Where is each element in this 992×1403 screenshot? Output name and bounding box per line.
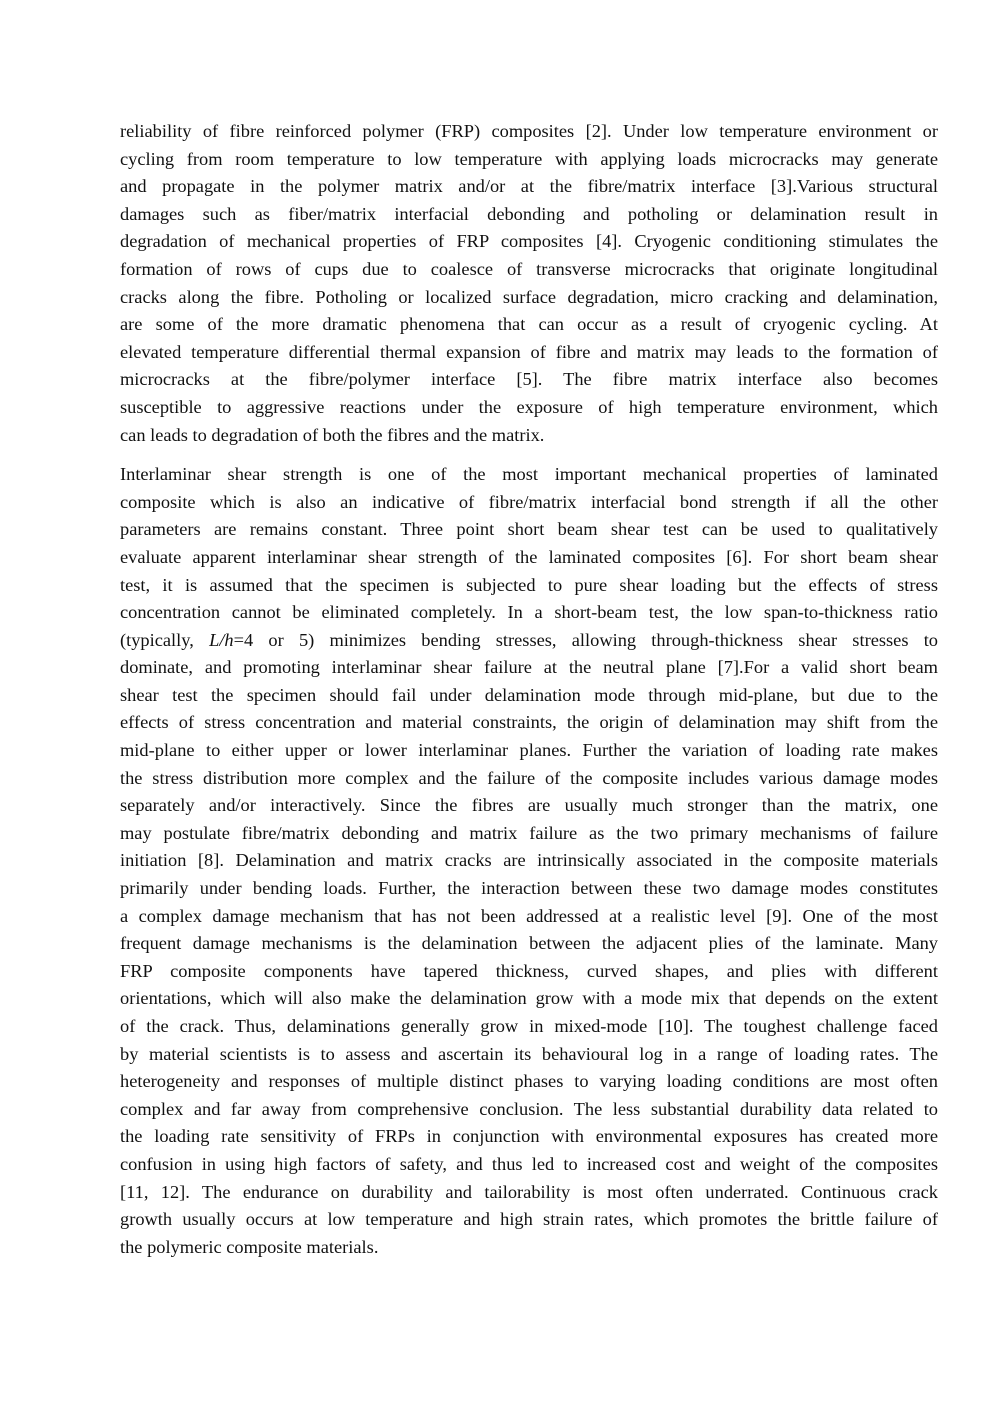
- text-line: orientations, which will also make the delamination grow with a mode mix that depends on the extent: [120, 988, 938, 1009]
- text-line: heterogeneity and responses of multiple distinct phases to varying loading conditions are most often: [120, 1071, 938, 1092]
- text-line: Interlaminar shear strength is one of the most important mechanical properties of laminated: [120, 464, 938, 485]
- variable-l-over-h: L/h: [209, 629, 234, 650]
- text-line: mid-plane to either upper or lower interlaminar planes. Further the variation of loading rate makes: [120, 740, 938, 761]
- document-page: [120, 118, 938, 1261]
- text-line: parameters are remains constant. Three point short beam shear test can be used to qualitatively: [120, 519, 938, 540]
- text-line: FRP composite components have tapered thickness, curved shapes, and plies with different: [120, 960, 938, 981]
- text-line: effects of stress concentration and material constraints, the origin of delamination may shift from the: [120, 712, 938, 733]
- text-line: of the crack. Thus, delaminations generally grow in mixed-mode [10]. The toughest challenge faced: [120, 1016, 938, 1036]
- text-line: a complex damage mechanism that has not been addressed at a realistic level [9]. One of the most: [120, 905, 938, 926]
- text-line: degradation of mechanical properties of FRP composites [4]. Cryogenic conditioning stimulates the: [120, 231, 938, 252]
- text-line: formation of rows of cups due to coalesce of transverse microcracks that originate longitudinal: [120, 258, 938, 279]
- text-line: composite which is also an indicative of fibre/matrix interfacial bond strength if all the other: [120, 491, 938, 512]
- text-line: (typically, L/h=4 or 5) minimizes bending stresses, allowing through-thickness shear stresses to: [120, 629, 938, 650]
- text-line: dominate, and promoting interlaminar shear failure at the neutral plane [7].For a valid short beam: [120, 657, 938, 678]
- text-line: separately and/or interactively. Since the fibres are usually much stronger than the matrix, one: [120, 795, 938, 816]
- text-line: the loading rate sensitivity of FRPs in conjunction with environmental exposures has created more: [120, 1126, 938, 1147]
- text-line: reliability of fibre reinforced polymer (FRP) composites [2]. Under low temperature environment or: [120, 121, 938, 141]
- text-line: the stress distribution more complex and the failure of the composite includes various damage modes: [120, 767, 938, 788]
- text-line: cycling from room temperature to low temperature with applying loads microcracks may generate: [120, 148, 938, 169]
- text-line: by material scientists is to assess and ascertain its behavioural log in a range of loading rates. The: [120, 1043, 938, 1064]
- text-line: susceptible to aggressive reactions under the exposure of high temperature environment, which: [120, 396, 938, 417]
- text-line: [11, 12]. The endurance on durability and tailorability is most often underrated. Continuous crack: [120, 1181, 938, 1202]
- text-line: evaluate apparent interlaminar shear strength of the laminated composites [6]. For short beam shear: [120, 546, 938, 567]
- text-line: test, it is assumed that the specimen is subjected to pure shear loading but the effects of stress: [120, 574, 938, 595]
- text-line: initiation [8]. Delamination and matrix cracks are intrinsically associated in the composite materials: [120, 850, 938, 871]
- text-line: primarily under bending loads. Further, the interaction between these two damage modes constitutes: [120, 878, 938, 899]
- text-line: can leads to degradation of both the fibres and the matrix.: [120, 424, 545, 445]
- text-line: and propagate in the polymer matrix and/or at the fibre/matrix interface [3].Various structural: [120, 176, 938, 197]
- text-line: complex and far away from comprehensive conclusion. The less substantial durability data related to: [120, 1098, 938, 1119]
- text-line: cracks along the fibre. Potholing or localized surface degradation, micro cracking and delamination,: [120, 286, 938, 307]
- text-line: elevated temperature differential thermal expansion of fibre and matrix may leads to the formation of: [120, 341, 938, 362]
- text-line: confusion in using high factors of safety, and thus led to increased cost and weight of the composites: [120, 1153, 938, 1174]
- text-line: shear test the specimen should fail under delamination mode through mid-plane, but due to the: [120, 684, 938, 705]
- text-line: the polymeric composite materials.: [120, 1236, 379, 1257]
- paragraph-frp-degradation: [120, 118, 938, 449]
- text-line: concentration cannot be eliminated completely. In a short-beam test, the low span-to-thickness ratio: [120, 602, 938, 623]
- text-line: microcracks at the fibre/polymer interface [5]. The fibre matrix interface also becomes: [120, 369, 938, 390]
- text-line: are some of the more dramatic phenomena that can occur as a result of cryogenic cycling. At: [120, 314, 938, 335]
- text-line: frequent damage mechanisms is the delamination between the adjacent plies of the laminate. Many: [120, 933, 938, 954]
- text-line: damages such as fiber/matrix interfacial debonding and potholing or delamination result in: [120, 203, 938, 224]
- text-line: may postulate fibre/matrix debonding and matrix failure as the two primary mechanisms of failure: [120, 822, 938, 843]
- paragraph-interlaminar-shear: [120, 461, 938, 1261]
- text-line: growth usually occurs at low temperature and high strain rates, which promotes the brittle failure of: [120, 1209, 938, 1230]
